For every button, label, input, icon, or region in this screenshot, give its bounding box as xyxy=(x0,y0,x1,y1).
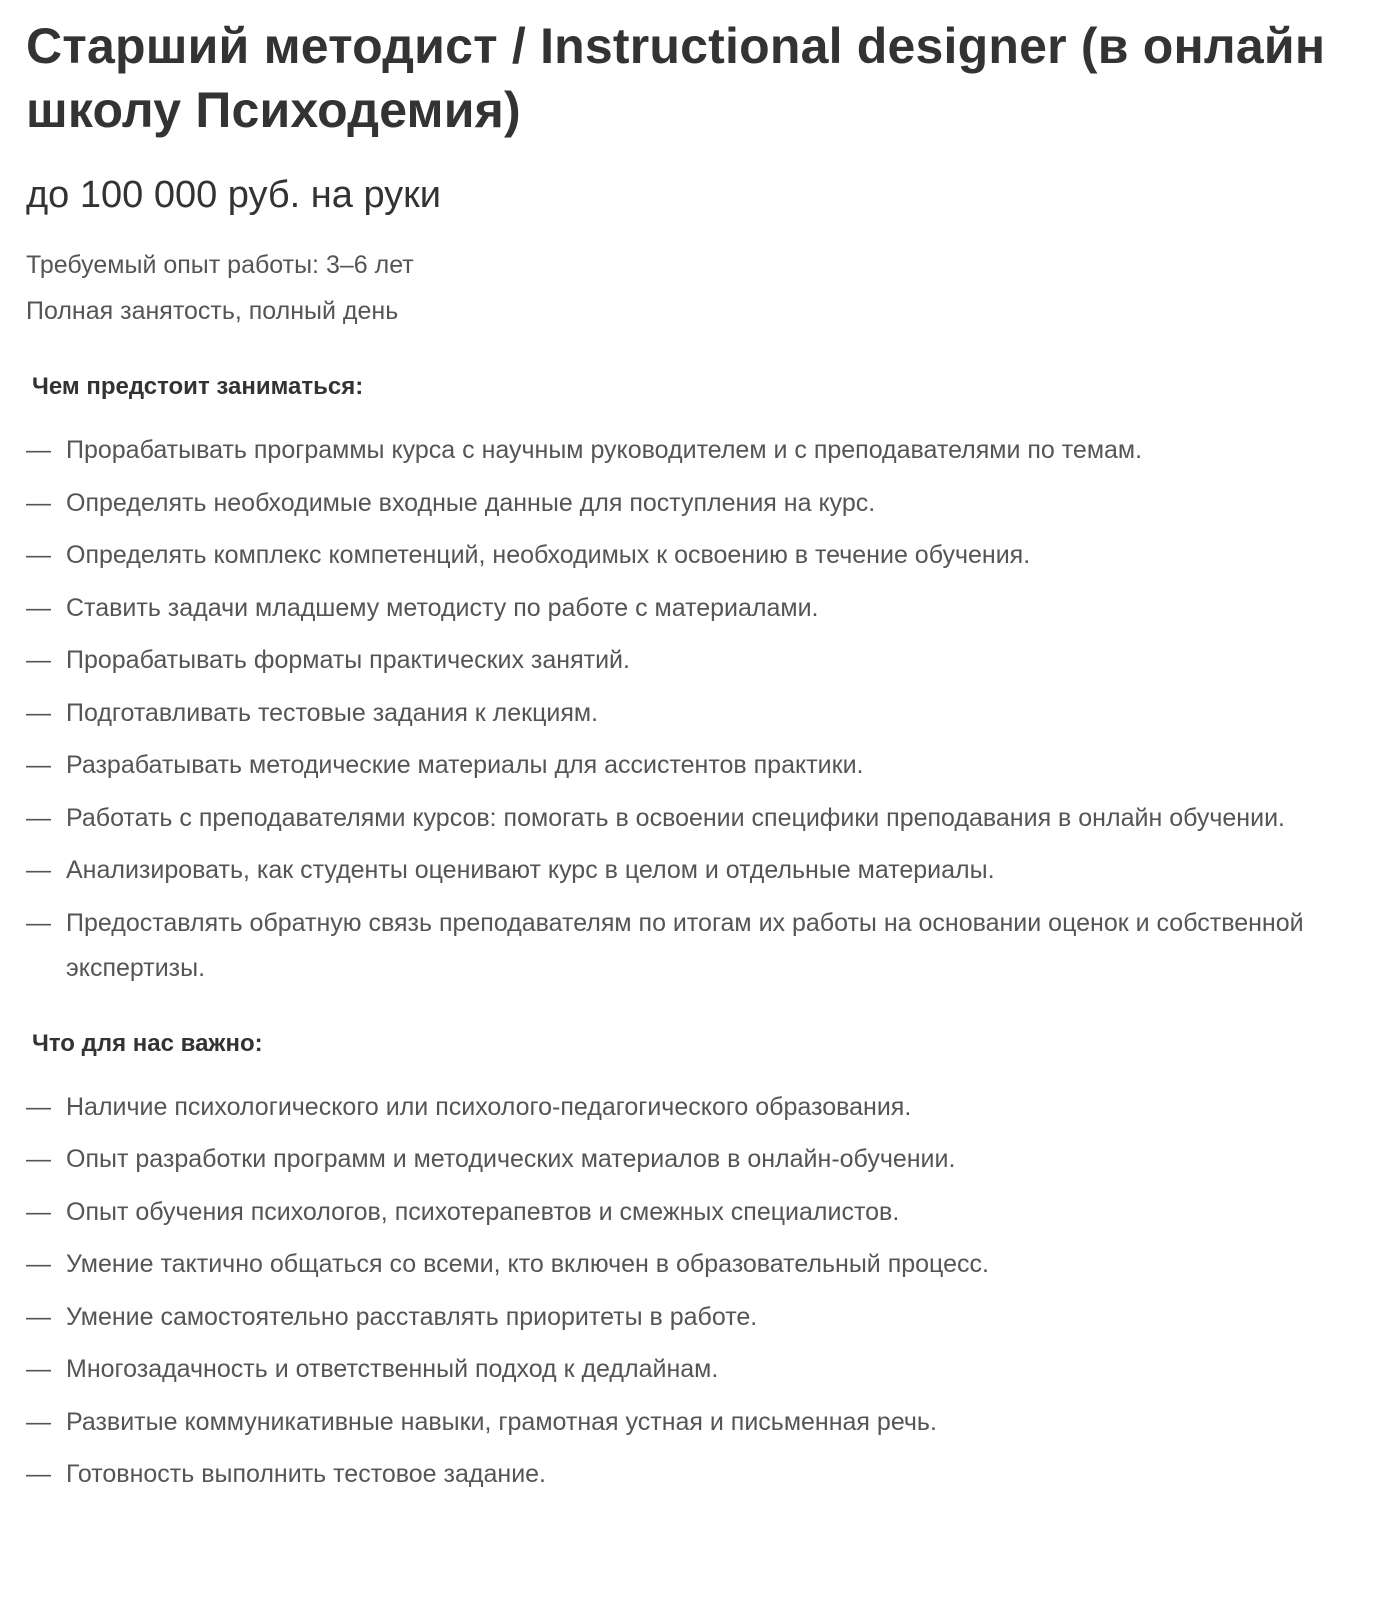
list-item: — Определять комплекс компетенций, необходимых к освоению в течение обучения. xyxy=(26,533,1306,578)
dash-bullet-icon: — xyxy=(26,1145,51,1173)
dash-bullet-icon: — xyxy=(26,593,51,622)
vacancy-page xyxy=(26,14,1356,1505)
section-title-requirements: Что для нас важно: xyxy=(32,1029,263,1057)
list-item: — Прорабатывать программы курса с научным руководителем и с преподавателями по темам. xyxy=(26,428,1306,473)
requirements-list xyxy=(26,1085,1356,1498)
list-item: — Наличие психологического или психолого-педагогического образования. xyxy=(26,1085,1306,1130)
list-item: — Предоставлять обратную связь преподавателям по итогам их работы на основании оценок и собственной экспертизы. xyxy=(26,901,1306,991)
dash-bullet-icon: — xyxy=(26,646,51,674)
list-item: — Подготавливать тестовые задания к лекциям. xyxy=(26,691,1306,736)
responsibilities-list xyxy=(26,428,1356,991)
dash-bullet-icon: — xyxy=(26,488,51,517)
list-item: — Многозадачность и ответственный подход к дедлайнам. xyxy=(26,1347,1306,1392)
list-item: — Работать с преподавателями курсов: помогать в освоении специфики преподавания в онлайн обучении. xyxy=(26,796,1306,841)
dash-bullet-icon: — xyxy=(26,908,51,937)
dash-bullet-icon: — xyxy=(26,1250,51,1278)
dash-bullet-icon: — xyxy=(26,1460,51,1488)
list-item: — Прорабатывать форматы практических занятий. xyxy=(26,638,1306,683)
dash-bullet-icon: — xyxy=(26,541,51,569)
salary: до 100 000 руб. на руки xyxy=(26,174,442,216)
experience-required: Требуемый опыт работы: 3–6 лет xyxy=(26,251,414,279)
dash-bullet-icon: — xyxy=(26,856,51,884)
employment-type: Полная занятость, полный день xyxy=(26,297,399,325)
list-item: — Разрабатывать методические материалы для ассистентов практики. xyxy=(26,743,1306,788)
list-item: — Развитые коммуникативные навыки, грамотная устная и письменная речь. xyxy=(26,1400,1306,1445)
list-item: — Умение тактично общаться со всеми, кто включен в образовательный процесс. xyxy=(26,1242,1306,1287)
list-item: — Опыт обучения психологов, психотерапевтов и смежных специалистов. xyxy=(26,1190,1306,1235)
vacancy-meta xyxy=(26,242,1356,334)
dash-bullet-icon: — xyxy=(26,1197,51,1226)
dash-bullet-icon: — xyxy=(26,1092,51,1121)
dash-bullet-icon: — xyxy=(26,751,51,779)
list-item: — Определять необходимые входные данные для поступления на курс. xyxy=(26,481,1306,526)
list-item: — Готовность выполнить тестовое задание. xyxy=(26,1452,1306,1497)
list-item: — Ставить задачи младшему методисту по работе с материалами. xyxy=(26,586,1306,631)
dash-bullet-icon: — xyxy=(26,1302,51,1331)
dash-bullet-icon: — xyxy=(26,1355,51,1383)
list-item: — Умение самостоятельно расставлять приоритеты в работе. xyxy=(26,1295,1306,1340)
list-item: — Опыт разработки программ и методических материалов в онлайн-обучении. xyxy=(26,1137,1306,1182)
section-title-responsibilities: Чем предстоит заниматься: xyxy=(32,373,364,400)
list-item: — Анализировать, как студенты оценивают курс в целом и отдельные материалы. xyxy=(26,848,1306,893)
dash-bullet-icon: — xyxy=(26,698,51,727)
vacancy-title: Старший методист / Instructional designer (в онлайн школу Психодемия) xyxy=(26,18,1326,138)
dash-bullet-icon: — xyxy=(26,436,51,464)
dash-bullet-icon: — xyxy=(26,1407,51,1436)
dash-bullet-icon: — xyxy=(26,803,51,832)
